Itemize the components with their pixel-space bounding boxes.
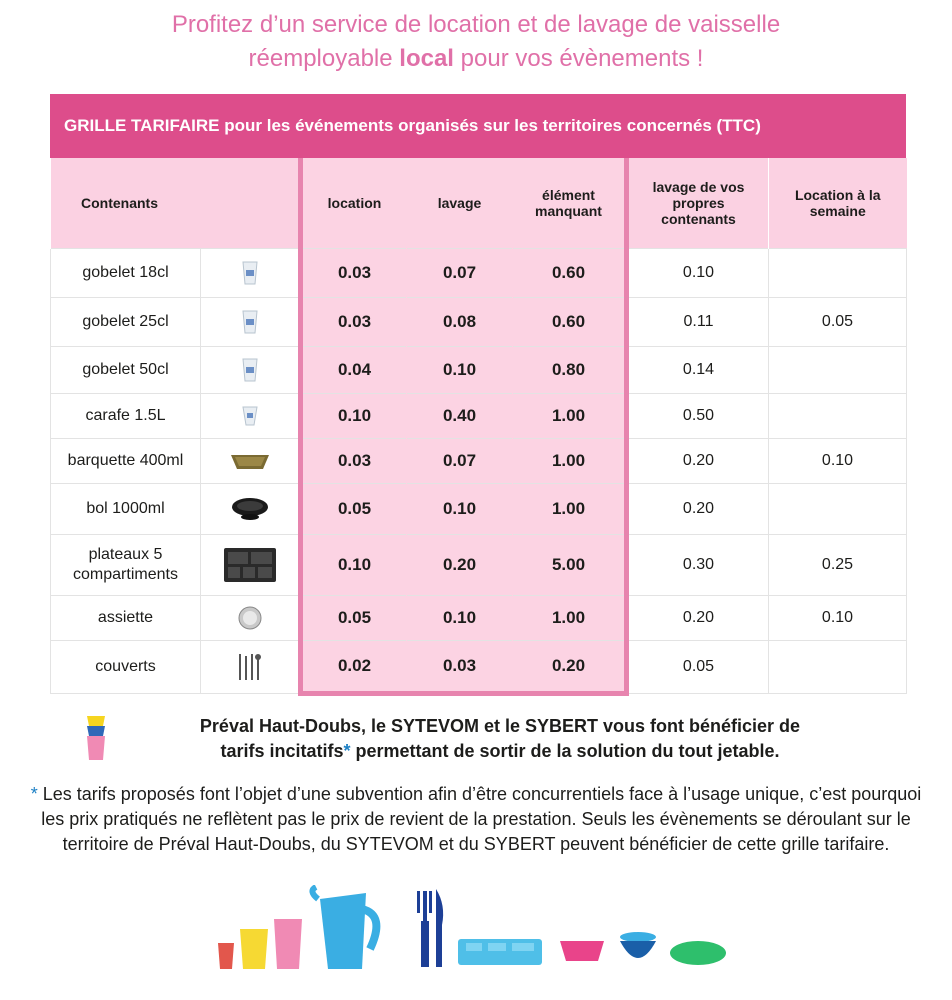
price-location-semaine: 0.25: [769, 535, 907, 596]
price-location-semaine: [769, 394, 907, 439]
bowl-icon: [201, 495, 298, 523]
container-icon: [201, 439, 301, 484]
price-lavage-propres: 0.20: [627, 484, 769, 535]
slogan-tarifs: tarifs incitatifs: [220, 741, 344, 761]
price-lavage-propres: 0.11: [627, 298, 769, 347]
footnote-text: Les tarifs proposés font l’objet d’une subvention afin d’être concurrentiels face à l’usage unique, c’est pourquoi les prix pratiqués ne reflètent pas le prix de revient de la prestation. Seuls les évènements se déroulant sur le territoire de Préval Haut-Doubs, du SYTEVOM et du SYBERT peuvent bénéficier de cette grille tarifaire.: [37, 784, 922, 854]
price-location: 0.02: [301, 641, 407, 694]
cutlery-icon: [201, 652, 298, 682]
cup-icon: [201, 260, 298, 286]
container-icon: [201, 394, 301, 439]
price-element-manquant: 5.00: [513, 535, 627, 596]
header-lavage: lavage: [407, 158, 513, 249]
price-lavage-propres: 0.30: [627, 535, 769, 596]
price-location: 0.03: [301, 298, 407, 347]
table-row: [51, 484, 907, 535]
container-name: couverts: [51, 641, 201, 694]
table-row: [51, 596, 907, 641]
price-lavage: 0.07: [407, 439, 513, 484]
price-location: 0.03: [301, 249, 407, 298]
headline-line1: Profitez d’un service de location et de lavage de vaisselle: [171, 11, 781, 38]
price-location-semaine: [769, 249, 907, 298]
cup-icon: [201, 309, 298, 335]
blue-bowl-icon: [620, 932, 656, 958]
price-table: [50, 94, 906, 696]
blue-jug-icon: [312, 887, 376, 969]
price-location: 0.04: [301, 347, 407, 394]
compartment-tray-icon: [201, 546, 298, 584]
slogan-star: *: [343, 741, 351, 761]
table-row: [51, 394, 907, 439]
footnote: [30, 782, 922, 857]
blue-compartment-tray-icon: [458, 939, 542, 965]
table-row: [51, 347, 907, 394]
price-lavage: 0.10: [407, 484, 513, 535]
header-contenants: Contenants: [51, 158, 301, 249]
carafe-icon: [201, 405, 298, 427]
container-name: carafe 1.5L: [51, 394, 201, 439]
price-lavage: 0.40: [407, 394, 513, 439]
header-location-semaine: Location à la semaine: [769, 158, 907, 249]
container-icon: [201, 347, 301, 394]
price-lavage-propres: 0.50: [627, 394, 769, 439]
header-location: location: [301, 158, 407, 249]
price-lavage: 0.10: [407, 596, 513, 641]
price-element-manquant: 1.00: [513, 596, 627, 641]
price-element-manquant: 0.60: [513, 298, 627, 347]
table-header-row: [51, 158, 907, 249]
container-icon: [201, 535, 301, 596]
container-name: barquette 400ml: [51, 439, 201, 484]
container-icon: [201, 596, 301, 641]
price-grid: [50, 158, 907, 696]
price-lavage-propres: 0.10: [627, 249, 769, 298]
green-plate-icon: [670, 941, 726, 965]
table-row: [51, 535, 907, 596]
price-location: 0.05: [301, 596, 407, 641]
table-row: [51, 249, 907, 298]
price-element-manquant: 1.00: [513, 394, 627, 439]
price-lavage-propres: 0.20: [627, 439, 769, 484]
price-location-semaine: [769, 347, 907, 394]
slogan-line2: [140, 739, 860, 764]
price-element-manquant: 1.00: [513, 439, 627, 484]
price-lavage: 0.10: [407, 347, 513, 394]
blue-cutlery-icon: [417, 889, 443, 967]
slogan: [140, 714, 860, 764]
price-element-manquant: 1.00: [513, 484, 627, 535]
pink-tray-icon: [560, 941, 604, 961]
table-title: GRILLE TARIFAIRE pour les événements organisés sur les territoires concernés (TTC): [50, 94, 906, 158]
container-icon: [201, 641, 301, 694]
price-lavage-propres: 0.20: [627, 596, 769, 641]
footnote-star: *: [30, 784, 38, 804]
price-location: 0.05: [301, 484, 407, 535]
price-location-semaine: 0.10: [769, 439, 907, 484]
table-row: [51, 298, 907, 347]
container-name: assiette: [51, 596, 201, 641]
headline-line2-post: pour vos évènements !: [453, 45, 704, 72]
table-row: [51, 641, 907, 694]
price-lavage: 0.07: [407, 249, 513, 298]
price-element-manquant: 0.60: [513, 249, 627, 298]
price-lavage-propres: 0.14: [627, 347, 769, 394]
headline-line2: [0, 42, 952, 76]
price-lavage: 0.03: [407, 641, 513, 694]
price-location-semaine: [769, 484, 907, 535]
price-location-semaine: 0.10: [769, 596, 907, 641]
header-lavage-propres: lavage de vos propres contenants: [627, 158, 769, 249]
tray-icon: [201, 451, 298, 471]
cup-icon: [201, 357, 298, 383]
yellow-cup-icon: [240, 929, 268, 969]
price-element-manquant: 0.20: [513, 641, 627, 694]
container-name: gobelet 18cl: [51, 249, 201, 298]
price-element-manquant: 0.80: [513, 347, 627, 394]
price-lavage: 0.08: [407, 298, 513, 347]
container-icon: [201, 249, 301, 298]
header-element-manquant: élément manquant: [513, 158, 627, 249]
headline: [0, 8, 952, 76]
tableware-illustration: [210, 885, 730, 990]
container-name: bol 1000ml: [51, 484, 201, 535]
price-location: 0.10: [301, 535, 407, 596]
price-location: 0.03: [301, 439, 407, 484]
price-location-semaine: 0.05: [769, 298, 907, 347]
headline-local: local: [399, 45, 454, 72]
headline-line2-pre: réemployable: [248, 45, 400, 72]
price-location: 0.10: [301, 394, 407, 439]
plate-icon: [201, 605, 298, 631]
slogan-line1: Préval Haut-Doubs, le SYTEVOM et le SYBERT vous font bénéficier de: [199, 716, 801, 736]
container-icon: [201, 484, 301, 535]
container-name: gobelet 50cl: [51, 347, 201, 394]
pink-cup-icon: [274, 919, 302, 969]
container-name: gobelet 25cl: [51, 298, 201, 347]
container-icon: [201, 298, 301, 347]
stacked-cups-icon: [84, 716, 108, 767]
container-name: plateaux 5 compartiments: [51, 535, 201, 596]
slogan-line2-post: permettant de sortir de la solution du tout jetable.: [350, 741, 780, 761]
table-row: [51, 439, 907, 484]
price-lavage: 0.20: [407, 535, 513, 596]
red-cup-icon: [218, 943, 234, 969]
price-location-semaine: [769, 641, 907, 694]
price-lavage-propres: 0.05: [627, 641, 769, 694]
